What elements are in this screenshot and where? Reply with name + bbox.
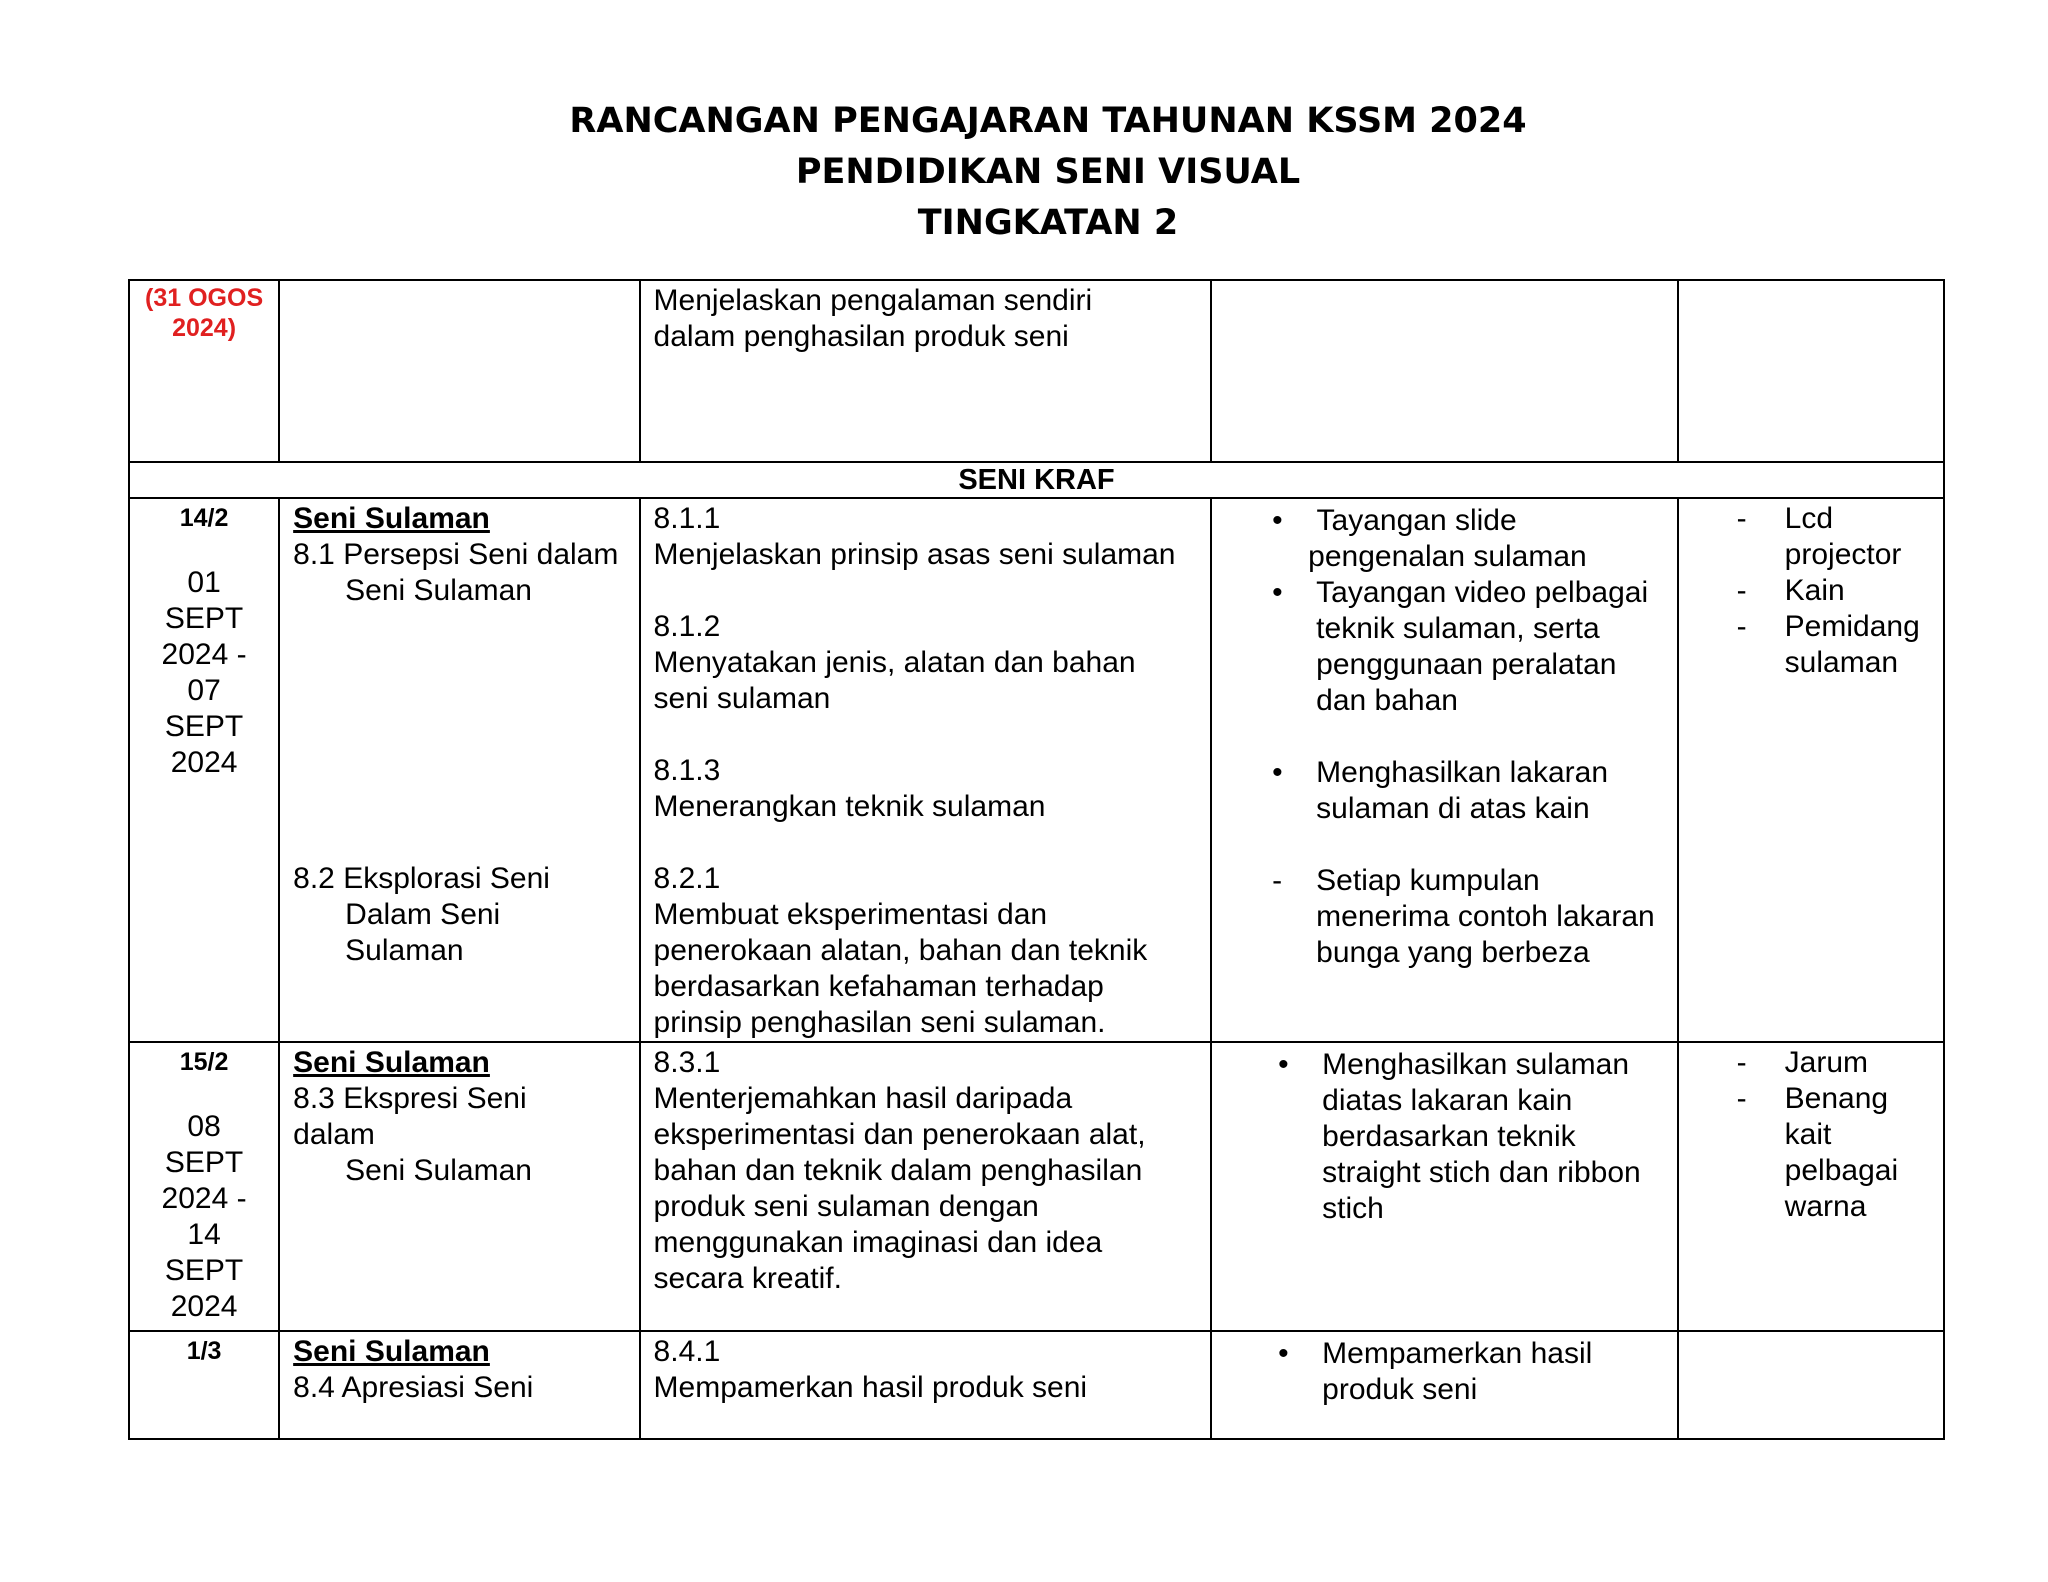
list-item <box>1212 1336 1667 1408</box>
bullet-icon: • <box>1278 1048 1289 1081</box>
week-number: 15/2 <box>179 1048 229 1076</box>
date-part: 14 <box>187 1218 221 1251</box>
topic-label: Sulaman <box>345 934 464 967</box>
material-text: Jarum <box>1784 1046 1869 1079</box>
material-cell <box>1678 1331 1944 1439</box>
standard-cell <box>640 1042 1212 1331</box>
date-part: SEPT <box>164 710 244 743</box>
list-item <box>1212 863 1667 971</box>
standard-cell <box>640 1331 1212 1439</box>
dash-icon: - <box>1736 574 1747 607</box>
list-item <box>1679 573 1943 609</box>
unit-cell <box>279 498 639 1042</box>
dash-icon: - <box>1736 1082 1747 1115</box>
standard-cell <box>640 498 1212 1042</box>
lesson-plan-table <box>128 279 1945 1440</box>
bullet-icon: • <box>1272 576 1283 609</box>
activity-list <box>1212 503 1667 971</box>
topic-label: Dalam Seni <box>345 898 501 931</box>
topic-label: 8.1 Persepsi Seni dalam <box>293 538 619 571</box>
standard-cell <box>640 280 1212 462</box>
unit-title: Seni Sulaman <box>293 502 490 535</box>
standard-text: Menyatakan jenis, alatan dan bahan seni sulaman <box>653 646 1136 715</box>
dash-icon: - <box>1736 1046 1747 1079</box>
activity-list <box>1212 1336 1667 1408</box>
week-dates <box>130 1109 278 1325</box>
material-text: Pemidang sulaman <box>1784 610 1920 679</box>
week-cell <box>129 1042 279 1331</box>
activity-cell <box>1211 280 1678 462</box>
week-number: 1/3 <box>186 1337 222 1365</box>
activity-cell <box>1211 1042 1678 1331</box>
material-cell <box>1678 280 1944 462</box>
week-cell <box>129 280 279 462</box>
topic-label: 8.3 Ekspresi Seni <box>293 1082 527 1115</box>
standard-text: Menerangkan teknik sulaman <box>653 790 1046 823</box>
activity-text: Setiap kumpulan menerima contoh lakaran bunga yang berbeza <box>1316 864 1655 969</box>
title-line-2: PENDIDIKAN SENI VISUAL <box>795 152 1301 192</box>
date-part: SEPT <box>164 1254 244 1287</box>
week-dates <box>130 565 278 781</box>
bullet-icon: • <box>1272 756 1283 789</box>
document-title <box>0 96 2048 249</box>
week-number: 14/2 <box>179 504 229 532</box>
list-item <box>1212 503 1667 575</box>
material-text: Lcd projector <box>1784 502 1902 571</box>
standard-text: Menterjemahkan hasil daripada eksperimentasi dan penerokaan alat, bahan dan teknik dalam penghasilan produk seni sulaman dengan menggunakan imaginasi dan idea secara kreatif. <box>653 1082 1146 1295</box>
activity-cell <box>1211 498 1678 1042</box>
standard-text: Membuat eksperimentasi dan penerokaan alatan, bahan dan teknik berdasarkan kefahaman terhadap prinsip penghasilan seni sulaman. <box>653 898 1148 1039</box>
list-item <box>1212 575 1667 719</box>
date-part: SEPT <box>164 602 244 635</box>
unit-cell <box>279 1331 639 1439</box>
unit-title: Seni Sulaman <box>293 1046 490 1079</box>
topic-label: dalam <box>293 1118 375 1151</box>
dash-icon: - <box>1272 864 1283 897</box>
unit-cell <box>279 1042 639 1331</box>
table-row <box>129 280 1944 462</box>
week-cell <box>129 1331 279 1439</box>
week-cell <box>129 498 279 1042</box>
date-part: 08 <box>187 1110 221 1143</box>
standard-text: Mempamerkan hasil produk seni <box>653 1371 1088 1404</box>
material-text: Kain <box>1784 574 1845 607</box>
activity-text: Menghasilkan lakaran sulaman di atas kain <box>1316 756 1609 825</box>
title-line-1: RANCANGAN PENGAJARAN TAHUNAN KSSM 2024 <box>569 101 1527 141</box>
date-part: 2024 <box>170 1290 238 1323</box>
standard-code: 8.4.1 <box>653 1335 721 1368</box>
dash-icon: - <box>1736 610 1747 643</box>
date-part: 2024 - <box>161 638 247 671</box>
date-note: (31 OGOS 2024) <box>145 284 264 342</box>
activity-cell <box>1211 1331 1678 1439</box>
topic-label: 8.4 Apresiasi Seni <box>293 1371 534 1404</box>
date-part: 2024 - <box>161 1182 247 1215</box>
list-item <box>1212 755 1667 827</box>
date-part: 07 <box>187 674 221 707</box>
list-item <box>1679 609 1943 681</box>
list-item <box>1679 501 1943 573</box>
unit-title: Seni Sulaman <box>293 1335 490 1368</box>
list-item <box>1212 1047 1667 1227</box>
title-line-3: TINGKATAN 2 <box>917 203 1179 243</box>
activity-list <box>1212 1047 1667 1227</box>
list-item <box>1679 1081 1943 1225</box>
topic-label: Seni Sulaman <box>345 1154 532 1187</box>
standard-text: Menjelaskan prinsip asas seni sulaman <box>653 538 1176 571</box>
activity-text: Tayangan video pelbagai teknik sulaman, serta penggunaan peralatan dan bahan <box>1316 576 1649 717</box>
table-row <box>129 1331 1944 1439</box>
date-part: SEPT <box>164 1146 244 1179</box>
standard-code: 8.1.1 <box>653 502 721 535</box>
topic-label: 8.2 Eksplorasi Seni <box>293 862 550 895</box>
dash-icon: - <box>1736 502 1747 535</box>
material-cell <box>1678 498 1944 1042</box>
material-text: Benang kait pelbagai warna <box>1784 1082 1899 1223</box>
standard-text: dalam penghasilan produk seni <box>653 320 1069 353</box>
material-cell <box>1678 1042 1944 1331</box>
activity-text: Mempamerkan hasil produk seni <box>1322 1337 1593 1406</box>
list-item <box>1679 1045 1943 1081</box>
section-row <box>129 462 1944 498</box>
activity-text: Menghasilkan sulaman diatas lakaran kain berdasarkan teknik straight stich dan ribbon stich <box>1322 1048 1641 1225</box>
table-row <box>129 498 1944 1042</box>
material-list <box>1679 1045 1943 1225</box>
standard-text: Menjelaskan pengalaman sendiri <box>653 284 1093 317</box>
standard-code: 8.1.2 <box>653 610 721 643</box>
standard-code: 8.3.1 <box>653 1046 721 1079</box>
unit-cell <box>279 280 639 462</box>
date-part: 01 <box>187 566 221 599</box>
standard-code: 8.2.1 <box>653 862 721 895</box>
bullet-icon: • <box>1278 1337 1289 1370</box>
section-title: SENI KRAF <box>129 462 1944 498</box>
table-row <box>129 1042 1944 1331</box>
topic-label: Seni Sulaman <box>345 574 532 607</box>
activity-text: Tayangan slide pengenalan sulaman <box>1308 504 1587 573</box>
material-list <box>1679 501 1943 681</box>
bullet-icon: • <box>1272 504 1283 537</box>
date-part: 2024 <box>170 746 238 779</box>
standard-code: 8.1.3 <box>653 754 721 787</box>
